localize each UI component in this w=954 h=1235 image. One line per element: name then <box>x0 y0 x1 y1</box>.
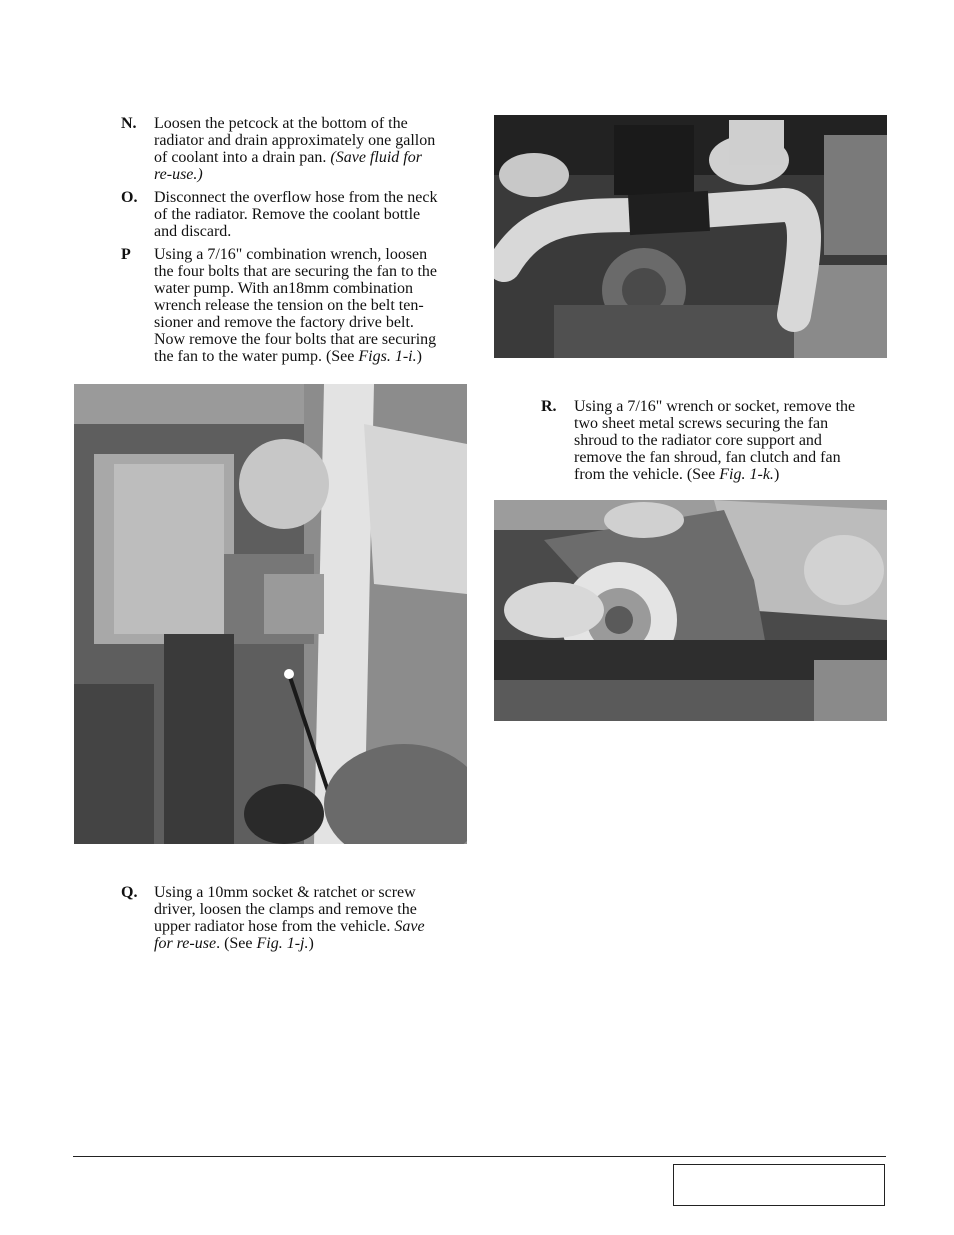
step-line: Using a 7/16" combination wrench, loosen <box>154 246 428 263</box>
step-line: for re-use. (See Fig. 1-j.) <box>154 935 314 952</box>
footer-rule <box>73 1156 886 1157</box>
step-text <box>574 398 855 483</box>
step-line: remove the fan shroud, fan clutch and fan <box>574 449 841 466</box>
step-o <box>121 189 471 241</box>
step-letter: N. <box>121 115 137 132</box>
step-line: wrench release the tension on the belt ten- <box>154 297 424 314</box>
step-letter: P <box>121 246 131 263</box>
step-line: Loosen the petcock at the bottom of the <box>154 115 408 132</box>
step-line: two sheet metal screws securing the fan <box>574 415 829 432</box>
upper-radiator-hose-photo <box>494 115 887 358</box>
step-letter: O. <box>121 189 138 206</box>
step-line: upper radiator hose from the vehicle. Save <box>154 918 425 935</box>
fan-shroud-removal-photo <box>494 500 887 721</box>
step-line: sioner and remove the factory drive belt. <box>154 314 414 331</box>
step-line: Using a 10mm socket & ratchet or screw <box>154 884 416 901</box>
step-line: of the radiator. Remove the coolant bottle <box>154 206 421 223</box>
step-text <box>154 189 437 240</box>
step-line: Now remove the four bolts that are securing <box>154 331 437 348</box>
step-line: from the vehicle. (See Fig. 1-k.) <box>574 466 780 483</box>
step-text <box>154 246 437 365</box>
step-line: and discard. <box>154 223 232 240</box>
step-line: driver, loosen the clamps and remove the <box>154 901 417 918</box>
step-p <box>121 246 471 366</box>
step-line: the fan to the water pump. (See Figs. 1-i.) <box>154 348 422 365</box>
step-line: water pump. With an18mm combination <box>154 280 414 297</box>
step-line: of coolant into a drain pan. (Save fluid for <box>154 149 422 166</box>
upper-radiator-hose-image <box>494 115 887 358</box>
fan-bolt-removal-photo <box>74 384 467 844</box>
step-text <box>154 884 425 952</box>
step-line: the four bolts that are securing the fan to the <box>154 263 438 280</box>
step-n <box>121 115 471 185</box>
step-q <box>121 884 471 954</box>
step-r <box>541 398 891 486</box>
step-line: radiator and drain approximately one gallon <box>154 132 436 149</box>
step-line: shroud to the radiator core support and <box>574 432 822 449</box>
step-letter: R. <box>541 398 557 415</box>
step-text <box>154 115 435 183</box>
step-letter: Q. <box>121 884 138 901</box>
fan-bolt-removal-image <box>74 384 467 844</box>
page-number-box <box>673 1164 885 1206</box>
step-line: Disconnect the overflow hose from the neck <box>154 189 438 206</box>
fan-shroud-removal-image <box>494 500 887 721</box>
step-line: re-use.) <box>154 166 203 183</box>
step-line: Using a 7/16" wrench or socket, remove the <box>574 398 856 415</box>
